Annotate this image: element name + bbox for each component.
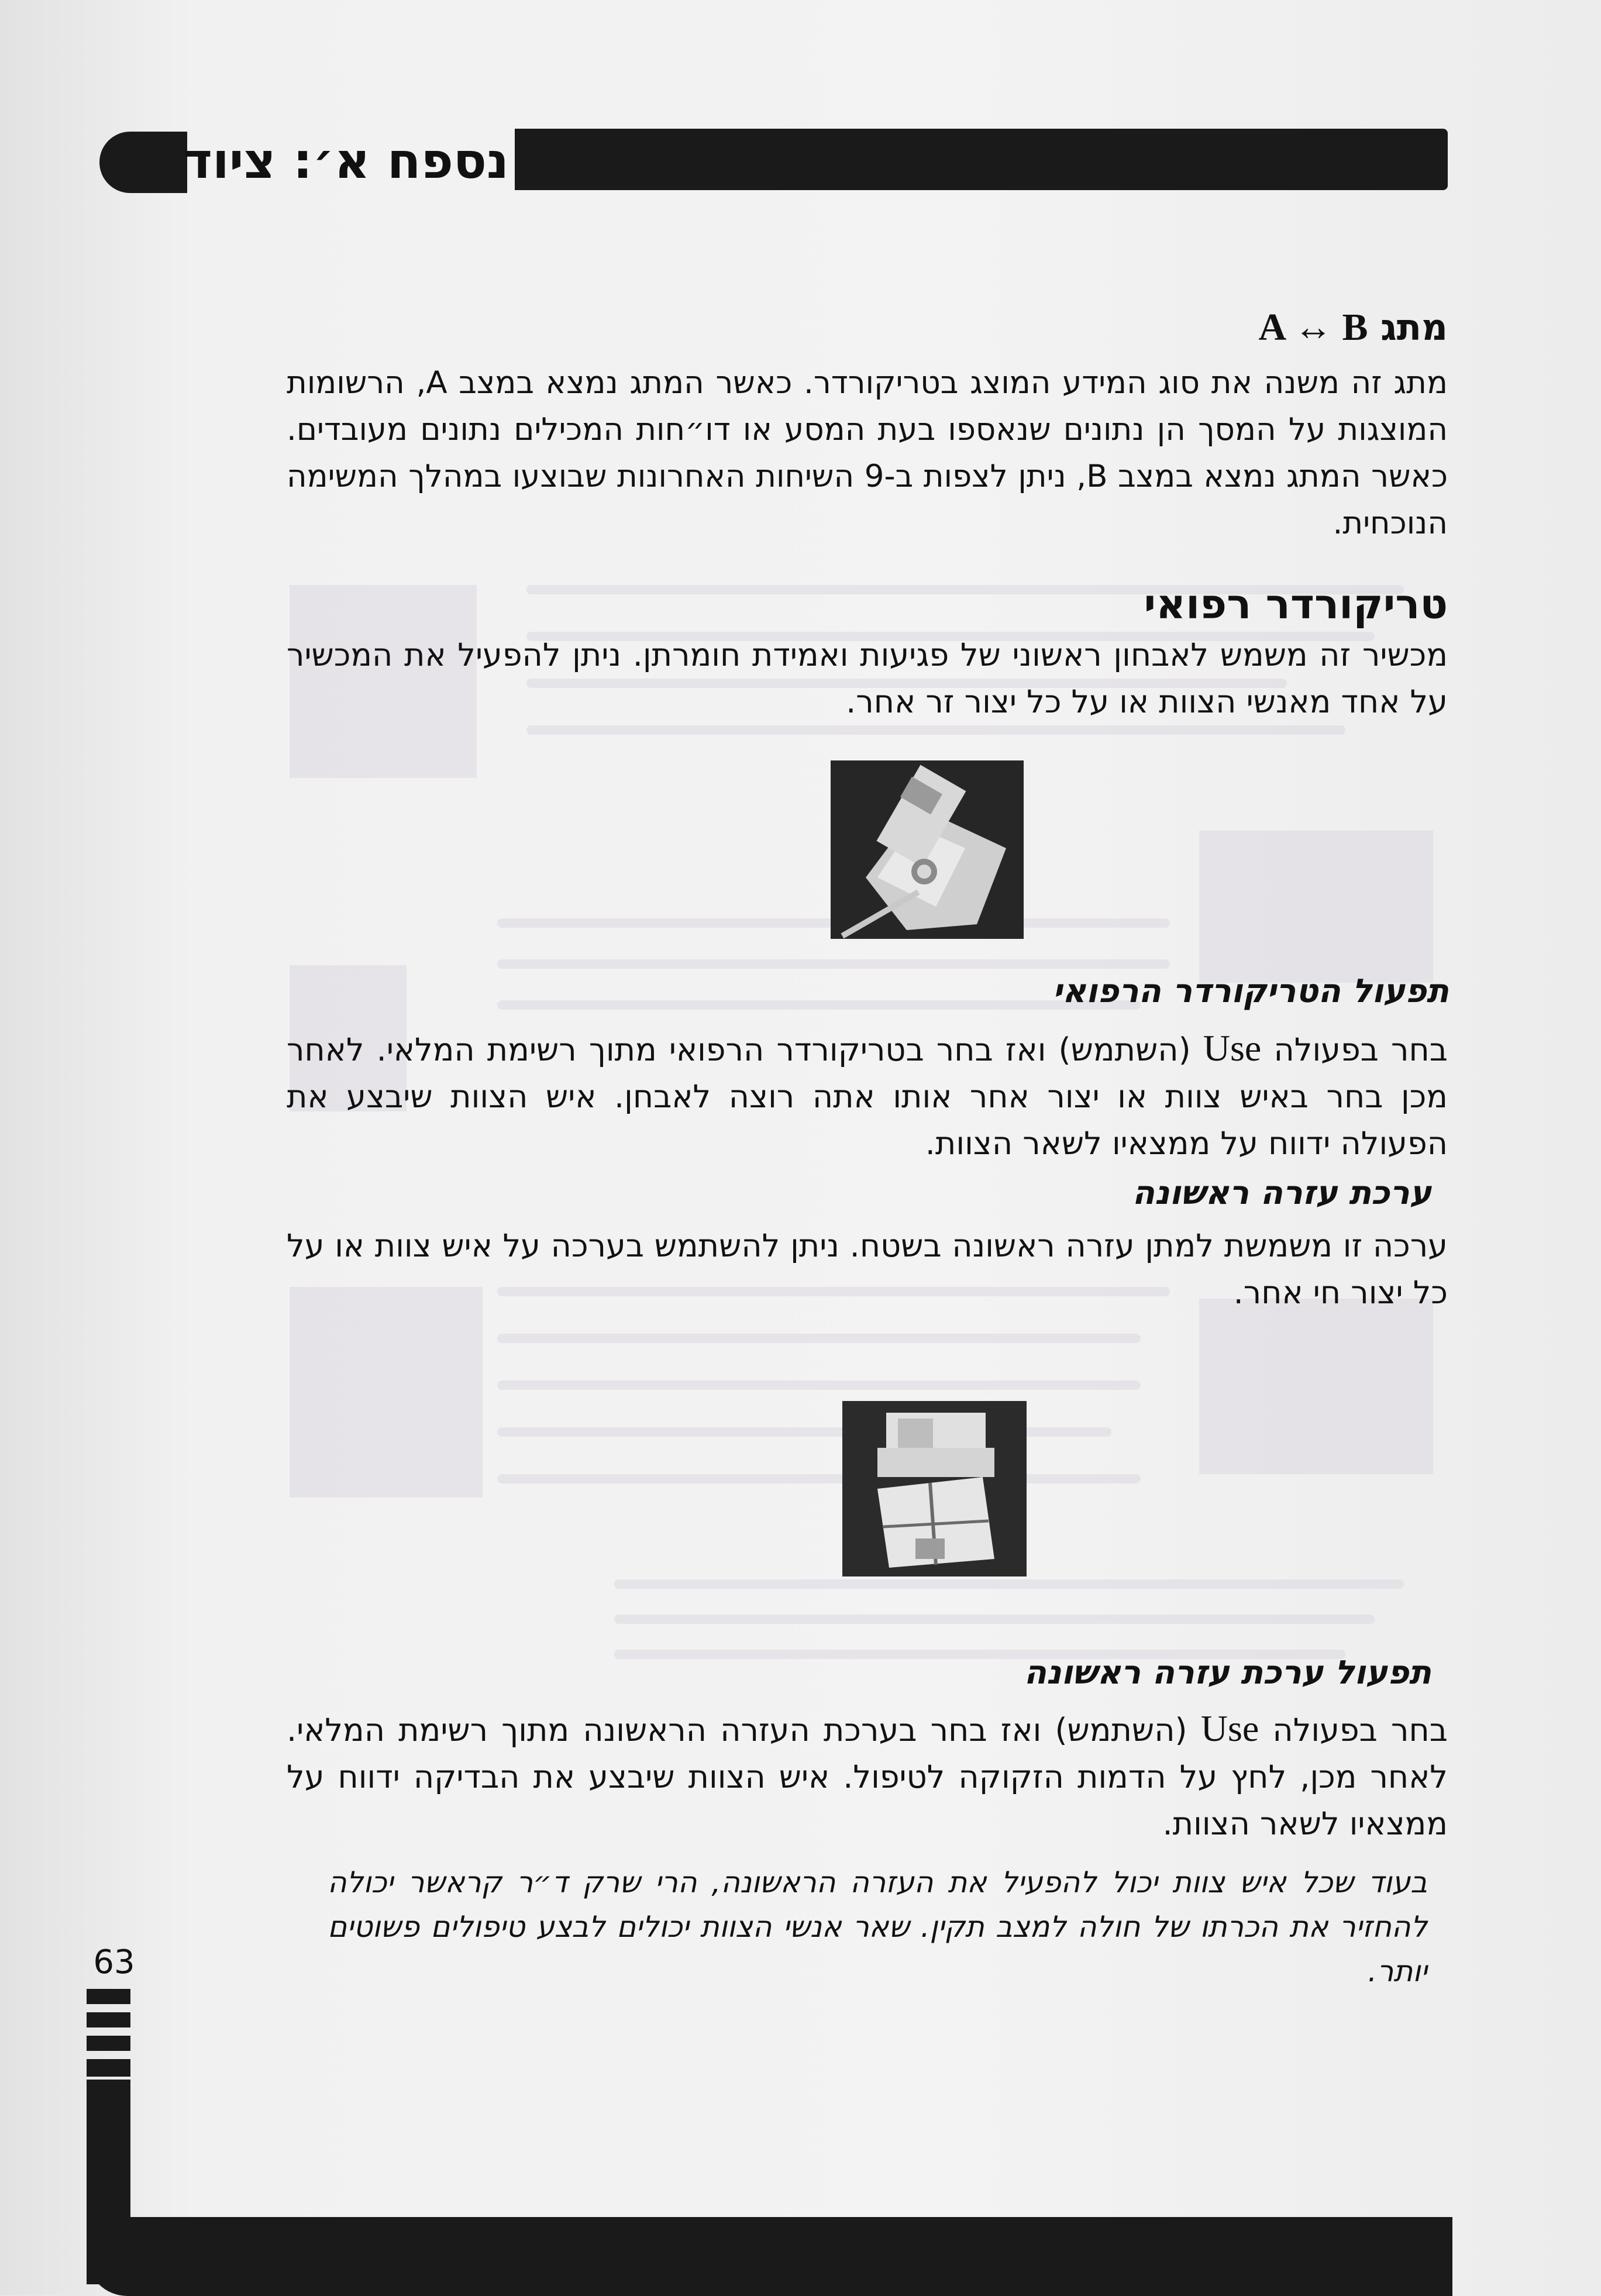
page-number: 63 [93, 1943, 135, 1981]
bleed-through-line [526, 725, 1345, 735]
operate-tricorder-paragraph [287, 1025, 1448, 1167]
operate-tricorder-post: (השתמש) ואז בחר בטריקורדר הרפואי מתוך רשימת המלאי. לאחר מכן בחר באיש צוות או יצור אחר אותו אתה רוצה לאבחן. איש הצוות שיבצע את הפעולה ידווח על ממצאיו לשאר הצוות. [287, 1031, 1448, 1162]
switch-heading [1258, 295, 1448, 360]
switch-heading-he: מתג [1380, 306, 1448, 349]
header-band-left [99, 132, 187, 193]
switch-paragraph: מתג זה משנה את סוג המידע המוצג בטריקורדר. כאשר המתג נמצא במצב A, הרשומות המוצגות על המסך הן נתונים שנאספו בעת המסע או דו״חות המכילים נתונים מעובדים. כאשר המתג נמצא במצב B, ניתן לצפות ב-9 השיחות האחרונות שבוצעו במהלך המשימה הנוכחית. [287, 365, 1448, 541]
medical-tricorder-photo-icon [831, 760, 1024, 939]
first-aid-heading: ערכת עזרה ראשונה [1132, 1174, 1431, 1212]
operate-first-aid-pre: בחר בפעולה [1272, 1712, 1448, 1748]
first-aid-kit-photo-icon [842, 1401, 1027, 1576]
bleed-through-image [1199, 831, 1433, 983]
operate-tricorder-heading: תפעול הטריקורדר הרפואי [1052, 972, 1449, 1010]
bleed-through-line [497, 1381, 1141, 1390]
first-aid-kit-image [842, 1401, 1027, 1576]
operate-tricorder-pre: בחר בפעולה [1273, 1031, 1448, 1068]
operate-first-aid-post: (השתמש) ואז בחר בערכת העזרה הראשונה מתוך רשימת המלאי. לאחר מכן, לחץ על הדמות הזקוקה לטיפול. איש הצוות שיבצע את הבדיקה ידווח על ממצאיו לשאר הצוות. [287, 1712, 1448, 1842]
operate-first-aid-heading: תפעול ערכת עזרה ראשונה [1024, 1654, 1431, 1692]
footer-band-horizontal [87, 2217, 1452, 2296]
header-band-right [515, 129, 1448, 190]
bleed-through-line [497, 1334, 1141, 1343]
bleed-through-line [614, 1615, 1375, 1624]
footer-stripe [87, 1989, 130, 2004]
bleed-through-line [614, 1579, 1404, 1589]
footer-stripe [87, 2059, 130, 2077]
medical-tricorder-image [831, 760, 1024, 939]
bleed-through-line [497, 1474, 1141, 1483]
use-word: Use [1203, 1027, 1262, 1069]
switch-heading-ab: A ↔ B [1258, 306, 1368, 349]
medical-tricorder-paragraph: מכשיר זה משמש לאבחון ראשוני של פגיעות ואמידת חומרתן. ניתן להפעיל את המכשיר על אחד מאנשי הצוות או על כל יצור זר אחר. [287, 636, 1448, 720]
operate-first-aid-paragraph [287, 1705, 1448, 1847]
use-word: Use [1200, 1708, 1259, 1749]
medical-tricorder-heading: טריקורדר רפואי [1144, 580, 1448, 628]
chapter-title: נספח א׳: ציוד [183, 132, 509, 190]
first-aid-paragraph: ערכה זו משמשת למתן עזרה ראשונה בשטח. ניתן להשתמש בערכה על איש צוות או על כל יצור חי אחר. [287, 1227, 1448, 1311]
footer-stripe [87, 2012, 130, 2027]
first-aid-note: בעוד שכל איש צוות יכול להפעיל את העזרה הראשונה, הרי שרק ד״ר קראשר יכולה להחזיר את הכרתו של חולה למצב תקין. שאר אנשי הצוות יכולים לבצע טיפולים פשוטים יותר. [328, 1865, 1427, 1988]
bleed-through-line [497, 1000, 1141, 1010]
bleed-through-image [1199, 1299, 1433, 1474]
footer-stripe [87, 2036, 130, 2051]
bleed-through-image [290, 1287, 483, 1498]
